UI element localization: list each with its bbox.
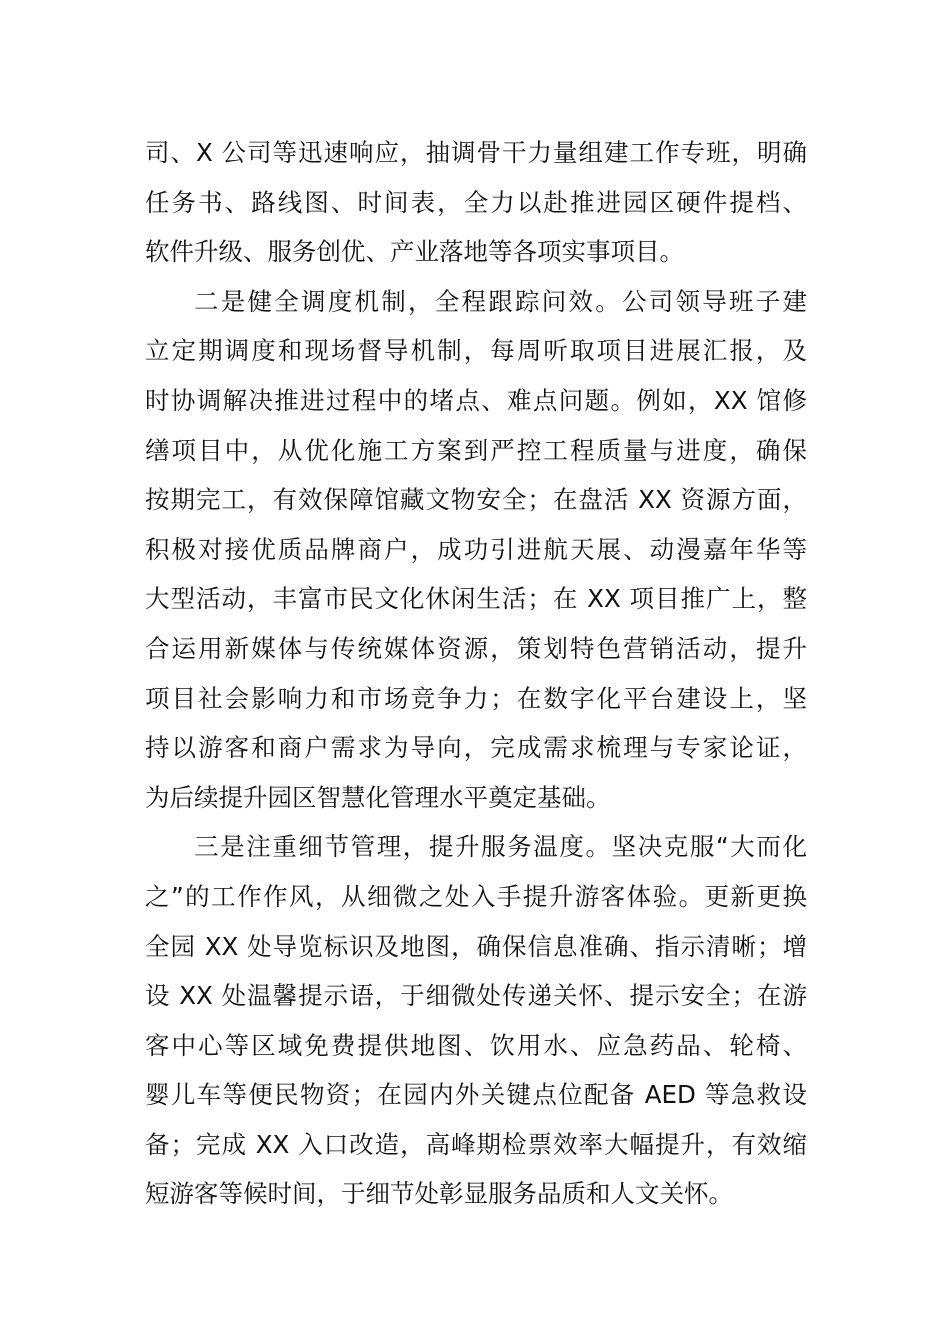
paragraph-3-line-3: 全园 XX 处导览标识及地图，确保信息准确、指示清晰；增 [145, 931, 807, 961]
paragraph-2-line-10: 持以游客和商户需求为导向，完成需求梳理与专家论证， [145, 733, 807, 763]
paragraph-2-line-3: 时协调解决推进过程中的堵点、难点问题。例如，XX 馆修 [145, 385, 807, 415]
paragraph-2-line-2: 立定期调度和现场督导机制，每周听取项目进展汇报，及 [145, 336, 807, 366]
paragraph-2-line-11: 为后续提升园区智慧化管理水平奠定基础。 [145, 782, 611, 812]
paragraph-3-line-4: 设 XX 处温馨提示语，于细微处传递关怀、提示安全；在游 [145, 981, 807, 1011]
document-body [145, 128, 807, 1219]
paragraph-1-line-2: 任务书、路线图、时间表，全力以赴推进园区硬件提档、 [145, 187, 807, 217]
paragraph-2-line-6: 积极对接优质品牌商户，成功引进航天展、动漫嘉年华等 [145, 534, 807, 564]
paragraph-2-line-5: 按期完工，有效保障馆藏文物安全；在盘活 XX 资源方面， [145, 485, 807, 515]
paragraph-3-line-5: 客中心等区域免费提供地图、饮用水、应急药品、轮椅、 [145, 1030, 807, 1060]
paragraph-3-line-1: 三是注重细节管理，提升服务温度。坚决克服“大而化 [194, 832, 807, 862]
paragraph-2-line-9: 项目社会影响力和市场竞争力；在数字化平台建设上，坚 [145, 683, 807, 713]
paragraph-2-line-1: 二是健全调度机制，全程跟踪问效。公司领导班子建 [194, 286, 807, 316]
paragraph-1-line-3: 软件升级、服务创优、产业落地等各项实事项目。 [145, 237, 684, 267]
paragraph-2-line-4: 缮项目中，从优化施工方案到严控工程质量与进度，确保 [145, 435, 807, 465]
paragraph-3-line-6: 婴儿车等便民物资；在园内外关键点位配备 AED 等急救设 [145, 1080, 807, 1110]
paragraph-3-line-8: 短游客等候时间，于细节处彰显服务品质和人文关怀。 [145, 1179, 733, 1209]
paragraph-1-line-1: 司、X 公司等迅速响应，抽调骨干力量组建工作专班，明确 [145, 138, 807, 167]
paragraph-2-line-8: 合运用新媒体与传统媒体资源，策划特色营销活动，提升 [145, 633, 807, 663]
paragraph-3-line-7: 备；完成 XX 入口改造，高峰期检票效率大幅提升，有效缩 [145, 1129, 807, 1159]
paragraph-2-line-7: 大型活动，丰富市民文化休闲生活；在 XX 项目推广上，整 [145, 584, 807, 614]
paragraph-3-line-2: 之”的工作作风，从细微之处入手提升游客体验。更新更换 [145, 881, 807, 911]
